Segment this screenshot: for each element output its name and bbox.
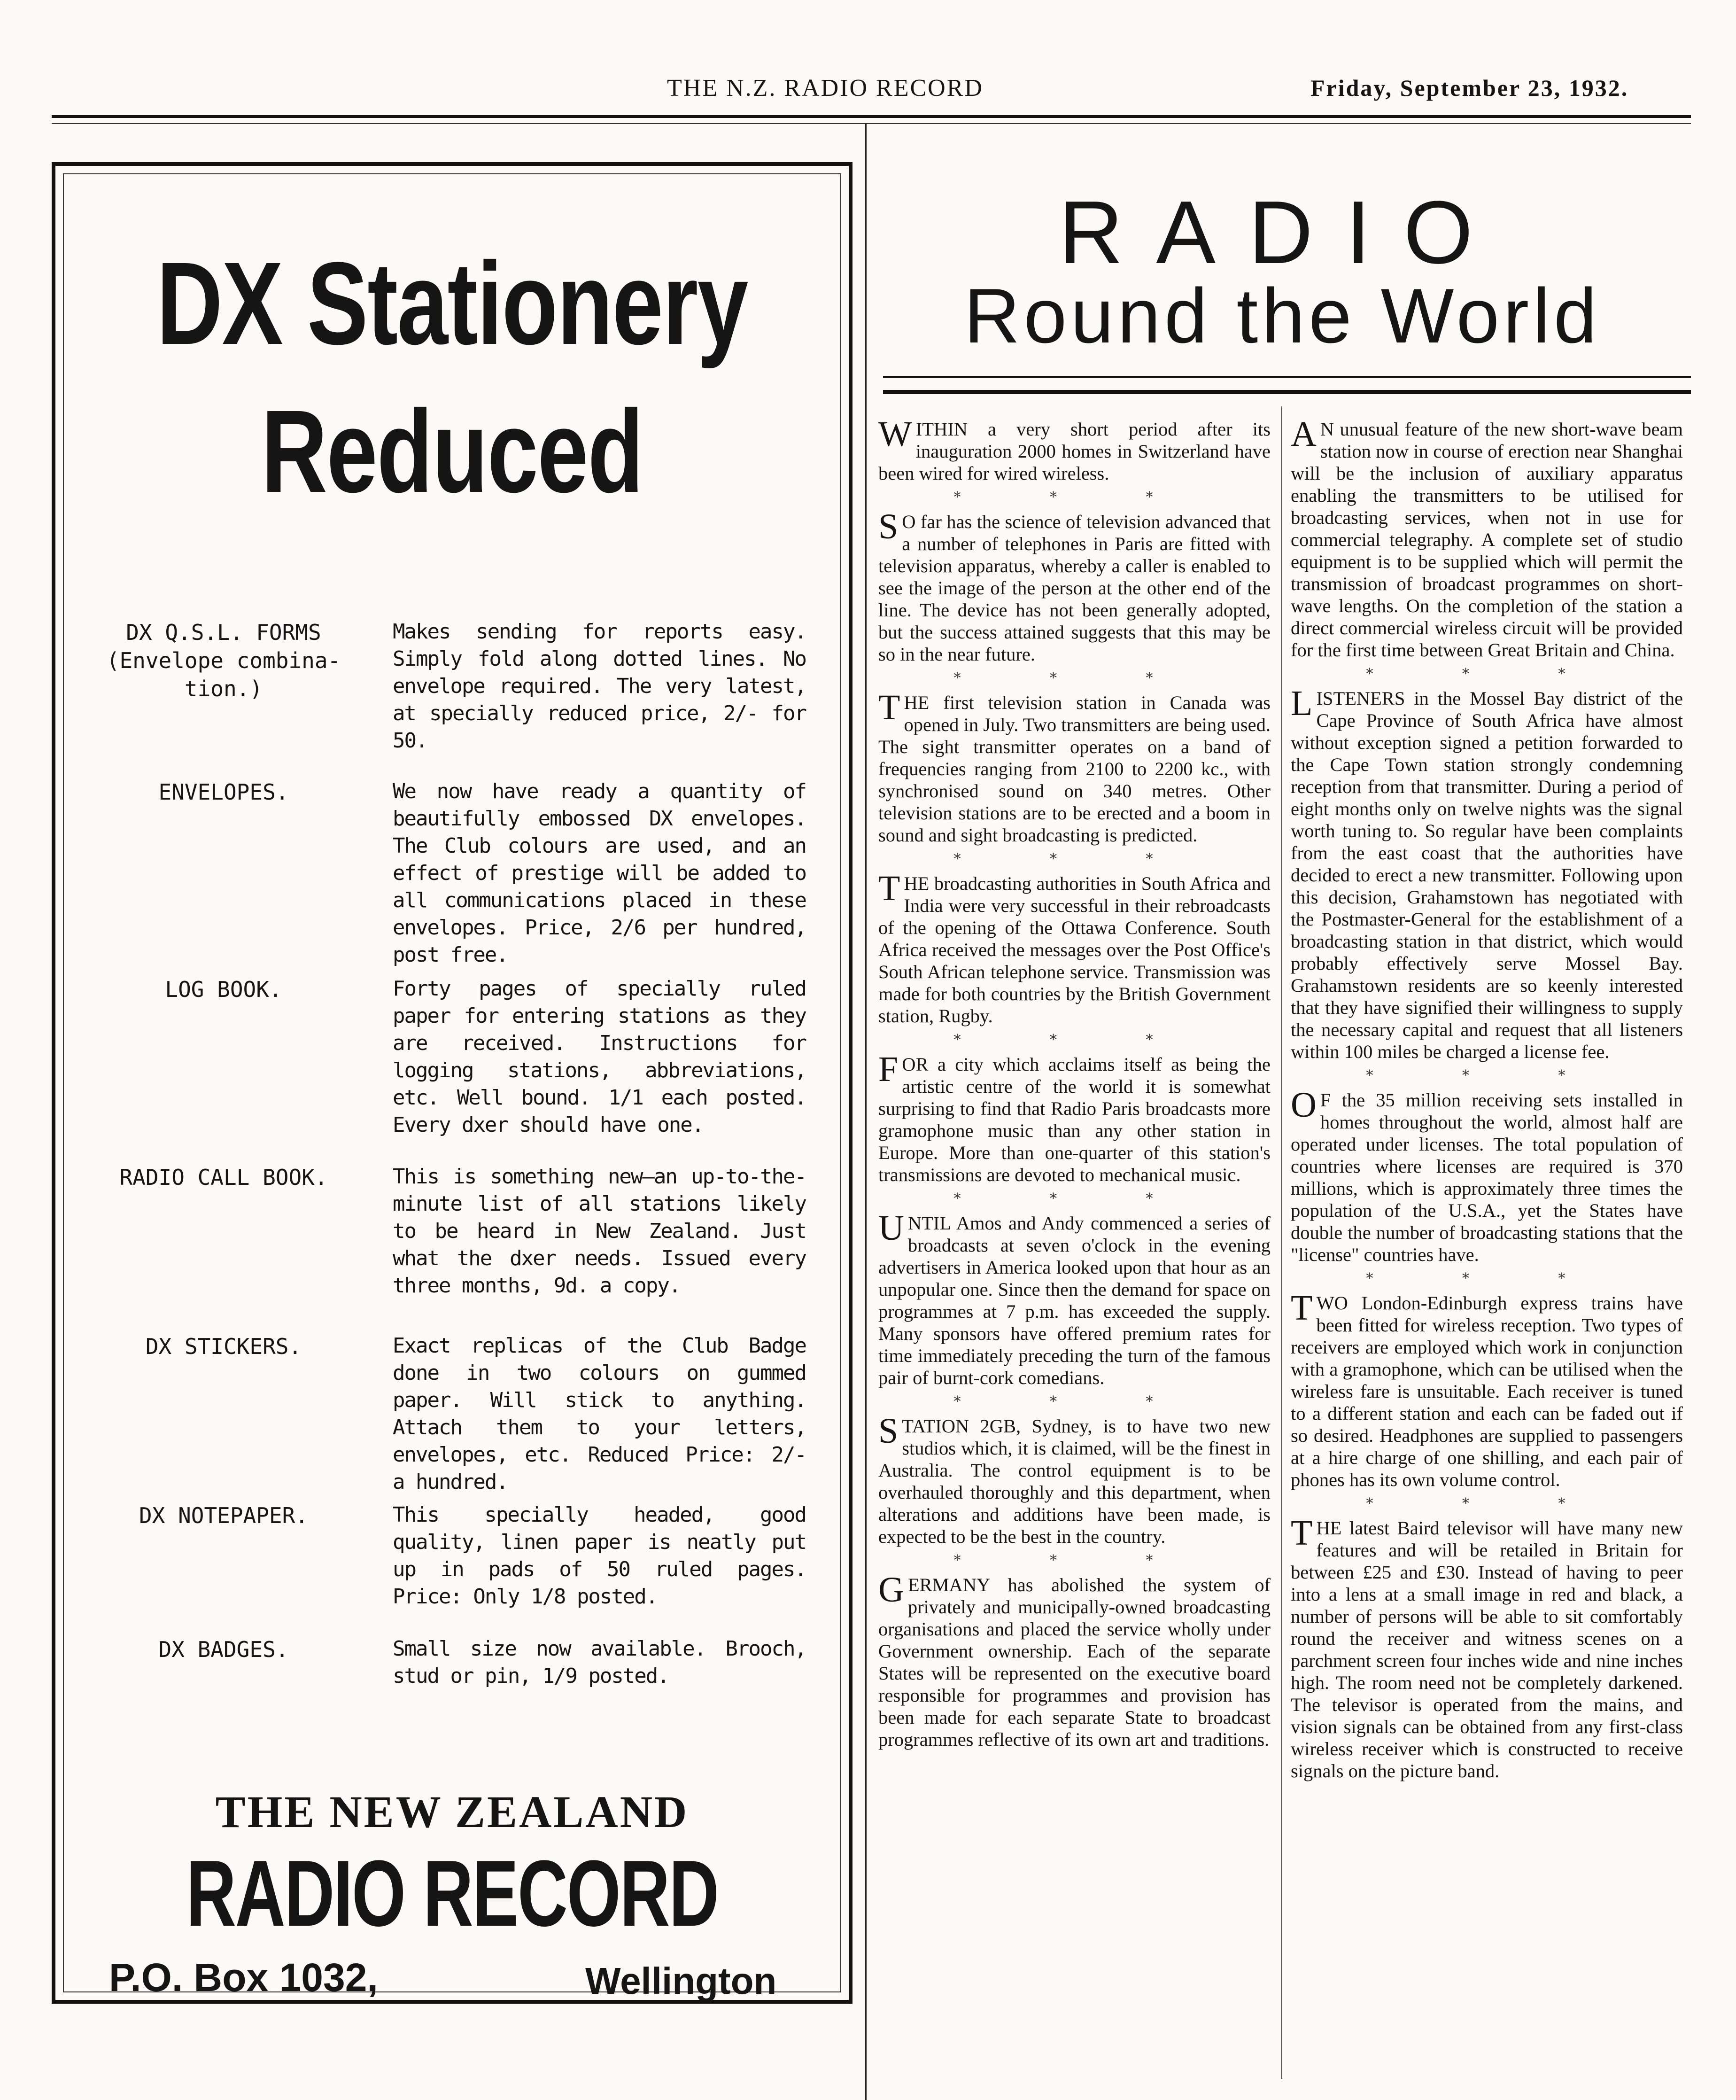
advert-city: Wellington — [585, 1960, 777, 2002]
separator-stars: * * * — [953, 1393, 1195, 1410]
news-item: AN unusual feature of the new short-wave beam station now in course of erection near Shanghai will be the inclusion of auxiliary apparatus enabling the transmitters to be utilised for broadcasting services, when not in use for commercial telegraphy. A complete set of studio equipment is to be supplied which will permit the transmission of broadcast programmes on short-wave lengths. On the completion of the station a direct commercial wireless circuit will be provided for the first time between Great Britain and China. — [1291, 414, 1683, 661]
news-item: SO far has the science of television advanced that a number of telephones in Paris are fitted with television apparatus, whereby a caller is enabled to see the image of the person at the other end of the line. The device has not been generally adopted, but the success attained suggests that this may be so in the near future. — [878, 507, 1271, 665]
page-header — [0, 70, 1736, 108]
advert-inner-border — [63, 173, 841, 2002]
item-description: Makes sending for reports easy. Simply fold along dotted lines. No envelope required. The very latest, at specially reduced price, 2/- for 50. — [393, 620, 806, 753]
item-label: ENVELOPES. — [158, 779, 289, 805]
item-label: DX Q.S.L. FORMS (Envelope combina- tion.) — [106, 620, 341, 701]
news-item: WITHIN a very short period after its inauguration 2000 homes in Switzerland have been wired for wired wireless. — [878, 414, 1271, 484]
item-label: RADIO CALL BOOK. — [119, 1165, 328, 1190]
item-description: Forty pages of specially ruled paper for entering stations as they are received. Instructions for logging stations, abbreviations, etc. Well bound. 1/1 each posted. Every dxer should have one. — [393, 977, 806, 1137]
item-description: Small size now available. Brooch, stud or pin, 1/9 posted. — [393, 1637, 806, 1688]
news-item: GERMANY has abolished the system of privately and municipally-owned broadcasting organisations and placed the service wholly under Government ownership. Each of the separate States will be represented on the executive board responsible for programmes and provision has been made for each separate State to broadcast programmes reflective of its own art and traditions. — [878, 1570, 1271, 1750]
news-item: THE latest Baird televisor will have many new features and will be retailed in Britain for between £25 and £30. Instead of having to peer into a lens at a small image in red and black, a number of persons will be able to sit comfortably round the receiver and witness scenes on a parchment screen four inches wide and nine inches high. The room need not be completely darkened. The televisor is operated from the mains, and vision signals can be obtained from any first-class wireless receiver which is constructed to receive signals on the picture band. — [1291, 1513, 1683, 1781]
advert-headline: DX Stationery — [156, 238, 748, 369]
separator-stars: * * * — [1366, 1067, 1608, 1084]
dx-stationery-advert — [52, 162, 852, 2004]
news-item: THE first television station in Canada was opened in July. Two transmitters are being used. The sight transmitter operates on a band of frequencies ranging from 2100 to 2200 kc., with synchronised sound on 340 metres. Other television stations are to be erected and a boom in sound and sight broadcasting is predicted. — [878, 688, 1271, 846]
section-rule — [883, 376, 1691, 378]
header-rule — [52, 115, 1691, 118]
separator-stars: * * * — [953, 1032, 1195, 1048]
news-item: LISTENERS in the Mossel Bay district of the Cape Province of South Africa have almost without exception signed a petition forwarded to the Cape Town station strongly condemning reception from that transmitter. During a period of eight months only on twelve nights was the signal worth tuning to. So regular have been complaints from the east coast that the authorities have decided to erect a new transmitter. Following upon this decision, Grahamstown has negotiated with the Postmaster-General for the establishment of a broadcasting station in that district, which would probably effectively serve Mossel Bay. Grahamstown residents are so keenly interested that they have signified their willingness to supply the necessary capital and request that all listeners within 100 miles be charged a license fee. — [1291, 684, 1683, 1062]
separator-stars: * * * — [1366, 1495, 1608, 1512]
news-item: STATION 2GB, Sydney, is to have two new studios which, it is claimed, will be the finest in Australia. The control equipment is to be overhauled thoroughly and this department, when alterations and additions have been made, is expected to be the best in the country. — [878, 1411, 1271, 1547]
advert-subheadline: Reduced — [261, 386, 643, 517]
item-description: We now have ready a quantity of beautifully embossed DX envelopes. The Club colours are used, and an effect of prestige will be added to all communications placed in these envelopes. Price, 2/6 per hundred, post free. — [393, 779, 806, 967]
item-label: DX STICKERS. — [145, 1334, 302, 1359]
separator-stars: * * * — [953, 851, 1195, 867]
separator-stars: * * * — [1366, 1270, 1608, 1287]
separator-stars: * * * — [1366, 666, 1608, 682]
news-item: FOR a city which acclaims itself as being the artistic centre of the world it is somewhat surprising to find that Radio Paris broadcasts more gramophone music than any other station in Europe. More than one-quarter of this station's transmissions are devoted to mechanical music. — [878, 1050, 1271, 1185]
item-description: This specially headed, good quality, linen paper is neatly put up in pads of 50 ruled pages. Price: Only 1/8 posted. — [393, 1503, 806, 1609]
item-label: LOG BOOK. — [165, 977, 282, 1002]
news-item: OF the 35 million receiving sets installed in homes throughout the world, almost half are operated under licenses. The total population of countries where licenses are required is 370 millions, which is approximately three times the population of the U.S.A., yet the States have double the number of broadcasting stations that the "license" countries have. — [1291, 1085, 1683, 1265]
section-title: RADIO — [1059, 183, 1506, 282]
advert-po-box: P.O. Box 1032, — [109, 1955, 378, 1999]
news-item: TWO London-Edinburgh express trains have been fitted for wireless reception. Two types of receivers are employed which work in conjunction with a gramophone, which can be utilised when the wireless fare is unsuitable. Each receiver is tuned to a different station and each can be faded out if so desired. Headphones are supplied to passengers at a hire charge of one shilling, and each pair of phones has its own volume control. — [1291, 1288, 1683, 1490]
article-column-right — [1291, 414, 1683, 1782]
article-column-left — [878, 414, 1271, 1750]
advert-publisher-line: THE NEW ZEALAND — [215, 1787, 689, 1837]
page-column-divider — [865, 123, 867, 2100]
paper-title: THE N.Z. RADIO RECORD — [667, 75, 984, 101]
separator-stars: * * * — [953, 489, 1195, 506]
item-label: DX BADGES. — [158, 1637, 289, 1662]
separator-stars: * * * — [953, 670, 1195, 686]
item-description: Exact replicas of the Club Badge done in two colours on gummed paper. Will stick to anything. Attach them to your letters, envelopes, etc. Reduced Price: 2/- a hundred. — [393, 1334, 806, 1494]
header-rule-thin — [52, 123, 1691, 124]
item-description: This is something new—an up-to-the-minute list of all stations likely to be heard in New Zealand. Just what the dxer needs. Issued every three months, 9d. a copy. — [393, 1165, 806, 1298]
separator-stars: * * * — [953, 1552, 1195, 1569]
item-label: DX NOTEPAPER. — [139, 1503, 309, 1528]
separator-stars: * * * — [953, 1190, 1195, 1207]
article-column-divider — [1281, 406, 1282, 2079]
issue-date: Friday, September 23, 1932. — [1310, 75, 1629, 101]
section-subtitle: Round the World — [964, 272, 1601, 359]
advert-publisher-name: RADIO RECORD — [186, 1841, 718, 1946]
news-item: THE broadcasting authorities in South Africa and India were very successful in their rebroadcasts of the opening of the Ottawa Conference. South Africa received the messages over the Post Office's South African telephone service. Transmission was made for both countries by the British Government station, Rugby. — [878, 869, 1271, 1027]
news-item: UNTIL Amos and Andy commenced a series of broadcasts at seven o'clock in the evening advertisers in America looked upon that hour as an unpopular one. Since then the demand for space on programmes at 7 p.m. has exceeded the supply. Many sponsors have offered premium rates for time immediately preceding the turn of the famous pair of burnt-cork comedians. — [878, 1208, 1271, 1388]
section-rule-thick — [883, 390, 1691, 394]
